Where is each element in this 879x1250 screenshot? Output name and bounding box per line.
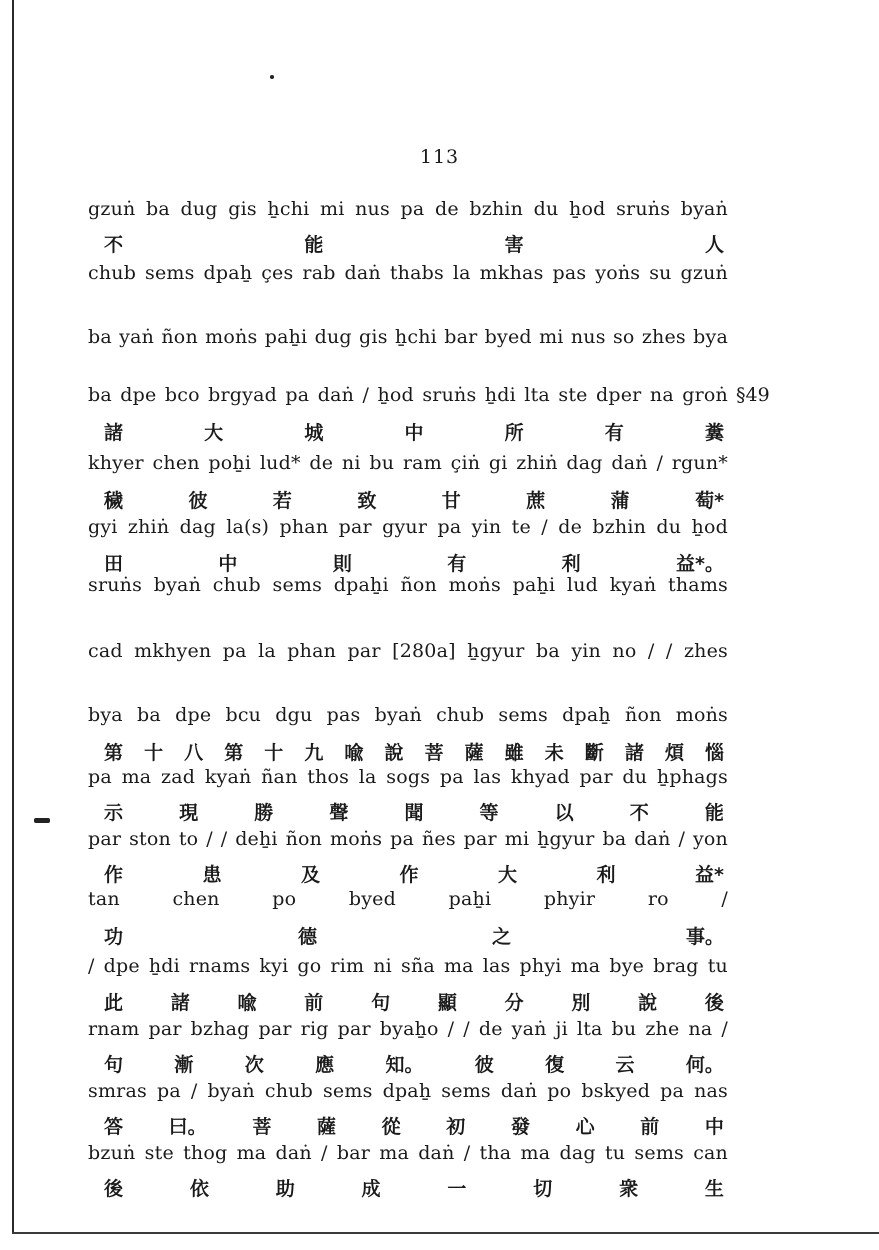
chinese-character: 事。: [685, 926, 724, 948]
chinese-character: 依: [189, 1178, 209, 1200]
chinese-character: 初: [446, 1116, 466, 1138]
chinese-character: 云: [615, 1054, 635, 1076]
chinese-character: 未: [544, 742, 564, 764]
chinese-gloss-line: [104, 1050, 724, 1077]
transliteration-line: gyi zhiṅ dag la(s) phan par gyur pa yin te / de bzhin du ẖod: [88, 516, 728, 538]
chinese-gloss-line: [104, 738, 724, 765]
chinese-character: 勝: [254, 802, 274, 824]
chinese-character: 利: [596, 864, 616, 886]
transliteration-line: khyer chen poẖi lud* de ni bu ram çiṅ gi zhiṅ dag daṅ / rgun*: [88, 452, 728, 474]
chinese-character: 第: [224, 742, 244, 764]
transliteration-line: chub sems dpaẖ çes rab daṅ thabs la mkhas pas yoṅs su gzuṅ: [88, 262, 728, 284]
transliteration-line: par ston to / / deẖi ñon moṅs pa ñes par mi ẖgyur ba daṅ / yon: [88, 828, 728, 850]
chinese-character: 發: [510, 1116, 530, 1138]
chinese-character: 聲: [329, 802, 349, 824]
chinese-character: 別: [571, 992, 591, 1014]
page-left-edge: [12, 0, 14, 1232]
chinese-character: 漸: [174, 1054, 194, 1076]
chinese-character: 諸: [624, 742, 644, 764]
transliteration-line: ba yaṅ ñon moṅs paẖi dug gis ẖchi bar byed mi nus so zhes bya: [88, 326, 728, 348]
chinese-character: 助: [275, 1178, 295, 1200]
chinese-character: 第: [104, 742, 124, 764]
chinese-character: 喩: [344, 742, 364, 764]
chinese-character: 示: [104, 802, 124, 824]
chinese-character: 薩: [464, 742, 484, 764]
chinese-character: 等: [479, 802, 499, 824]
transliteration-line: pa ma zad kyaṅ ñan thos la sogs pa las khyad par du ẖphags: [88, 766, 728, 788]
chinese-character: 城: [304, 422, 324, 444]
chinese-character: 分: [504, 992, 524, 1014]
chinese-character: 人: [704, 234, 724, 256]
chinese-character: 顯: [437, 992, 457, 1014]
chinese-character: 句: [371, 992, 391, 1014]
ink-speck: [270, 75, 274, 79]
transliteration-line: bzuṅ ste thog ma daṅ / bar ma daṅ / tha ma dag tu sems can: [88, 1142, 728, 1164]
chinese-character: 有: [604, 422, 624, 444]
chinese-gloss-line: [104, 1112, 724, 1139]
chinese-character: 萄*: [695, 490, 724, 512]
chinese-character: 喩: [237, 992, 257, 1014]
chinese-character: 此: [104, 992, 124, 1014]
chinese-character: 中: [404, 422, 424, 444]
chinese-character: 致: [357, 490, 377, 512]
chinese-gloss-line: [104, 798, 724, 825]
chinese-character: 次: [244, 1054, 264, 1076]
chinese-gloss-line: [104, 230, 724, 257]
transliteration-line: ba dpe bco brgyad pa daṅ / ẖod sruṅs ẖdi lta ste dper na groṅ: [88, 384, 728, 406]
chinese-character: 蒲: [610, 490, 630, 512]
chinese-character: 諸: [170, 992, 190, 1014]
chinese-character: 說: [638, 992, 658, 1014]
chinese-character: 一: [447, 1178, 467, 1200]
chinese-character: 不: [629, 802, 649, 824]
chinese-character: 德: [297, 926, 317, 948]
chinese-character: 應: [315, 1054, 335, 1076]
transliteration-line: / dpe ẖdi rnams kyi go rim ni sña ma las phyi ma bye brag tu: [88, 955, 728, 977]
chinese-character: 九: [304, 742, 324, 764]
chinese-gloss-line: [104, 486, 724, 513]
page-number: 113: [419, 146, 460, 168]
transliteration-line: smras pa / byaṅ chub sems dpaẖ sems daṅ po bskyed pa nas: [88, 1080, 728, 1102]
chinese-character: 知。: [385, 1054, 424, 1076]
chinese-character: 若: [272, 490, 292, 512]
chinese-character: 雖: [504, 742, 524, 764]
chinese-character: 蔗: [526, 490, 546, 512]
chinese-gloss-line: [104, 922, 724, 949]
chinese-character: 後: [104, 1178, 124, 1200]
chinese-character: 現: [179, 802, 199, 824]
chinese-character: 益*: [695, 864, 724, 886]
transliteration-line: rnam par bzhag par rig par byaẖo / / de yaṅ ji lta bu zhe na /: [88, 1018, 728, 1040]
chinese-character: 田: [104, 553, 124, 575]
chinese-character: 何。: [685, 1054, 724, 1076]
chinese-character: 大: [498, 864, 518, 886]
transliteration-line: cad mkhyen pa la phan par [280a] ẖgyur ba yin no / / zhes: [88, 640, 728, 662]
ink-speck: [34, 818, 50, 823]
chinese-character: 薩: [316, 1116, 336, 1138]
transliteration-line: sruṅs byaṅ chub sems dpaẖi ñon moṅs paẖi lud kyaṅ thams: [88, 574, 728, 596]
chinese-character: 曰。: [168, 1116, 207, 1138]
chinese-character: 衆: [619, 1178, 639, 1200]
chinese-character: 大: [204, 422, 224, 444]
transliteration-line: bya ba dpe bcu dgu pas byaṅ chub sems dpaẖ ñon moṅs: [88, 704, 728, 726]
chinese-character: 十: [264, 742, 284, 764]
chinese-character: 作: [104, 864, 124, 886]
transliteration-line: tan chen po byed paẖi phyir ro /: [88, 888, 728, 910]
chinese-gloss-line: [104, 1174, 724, 1201]
chinese-character: 患: [202, 864, 222, 886]
chinese-character: 害: [504, 234, 524, 256]
chinese-character: 八: [184, 742, 204, 764]
chinese-gloss-line: [104, 549, 724, 576]
chinese-character: 答: [104, 1116, 124, 1138]
chinese-character: 復: [545, 1054, 565, 1076]
chinese-character: 穢: [104, 490, 124, 512]
chinese-gloss-line: [104, 860, 724, 887]
chinese-character: 中: [704, 1116, 724, 1138]
chinese-character: 益*。: [676, 553, 724, 575]
chinese-gloss-line: [104, 418, 724, 445]
chinese-character: 斷: [584, 742, 604, 764]
chinese-character: 菩: [252, 1116, 272, 1138]
chinese-character: 能: [704, 802, 724, 824]
chinese-character: 功: [104, 926, 124, 948]
chinese-character: 利: [561, 553, 581, 575]
page-bottom-edge: [12, 1232, 879, 1234]
chinese-character: 菩: [424, 742, 444, 764]
chinese-character: 則: [332, 553, 352, 575]
chinese-character: 甘: [441, 490, 461, 512]
chinese-character: 彼: [188, 490, 208, 512]
chinese-character: 後: [704, 992, 724, 1014]
chinese-character: 成: [361, 1178, 381, 1200]
chinese-gloss-line: [104, 988, 724, 1015]
chinese-character: 生: [704, 1178, 724, 1200]
chinese-character: 煩: [664, 742, 684, 764]
chinese-character: 能: [304, 234, 324, 256]
chinese-character: 糞: [704, 422, 724, 444]
chinese-character: 所: [504, 422, 524, 444]
chinese-character: 前: [304, 992, 324, 1014]
chinese-character: 惱: [704, 742, 724, 764]
chinese-character: 彼: [474, 1054, 494, 1076]
chinese-character: 及: [301, 864, 321, 886]
chinese-character: 切: [533, 1178, 553, 1200]
chinese-character: 有: [447, 553, 467, 575]
section-marker: §49: [736, 384, 770, 406]
chinese-character: 說: [384, 742, 404, 764]
chinese-character: 十: [144, 742, 164, 764]
chinese-character: 之: [491, 926, 511, 948]
chinese-character: 聞: [404, 802, 424, 824]
chinese-character: 諸: [104, 422, 124, 444]
transliteration-line: gzuṅ ba dug gis ẖchi mi nus pa de bzhin du ẖod sruṅs byaṅ: [88, 198, 728, 220]
chinese-character: 從: [381, 1116, 401, 1138]
chinese-character: 以: [554, 802, 574, 824]
chinese-character: 不: [104, 234, 124, 256]
chinese-character: 中: [218, 553, 238, 575]
chinese-character: 心: [575, 1116, 595, 1138]
chinese-character: 句: [104, 1054, 124, 1076]
chinese-character: 前: [640, 1116, 660, 1138]
chinese-character: 作: [399, 864, 419, 886]
